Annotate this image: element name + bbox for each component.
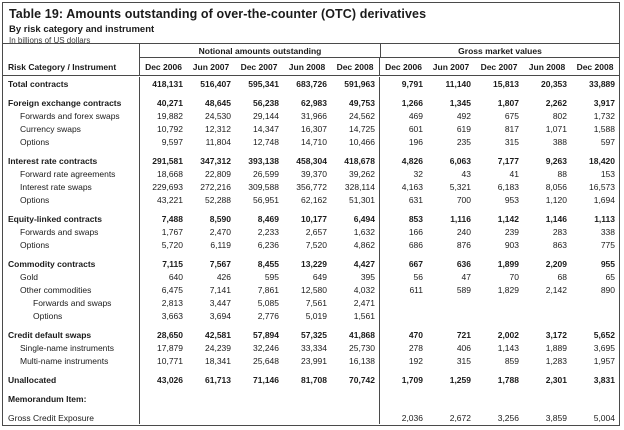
notional-value: 13,229 (301, 259, 327, 269)
gross-value: 70 (509, 272, 519, 282)
notional-value: 12,580 (301, 285, 327, 295)
notional-value (235, 405, 283, 424)
row-label: Forward rate agreements (20, 169, 116, 179)
row-label: Other commodities (20, 285, 92, 295)
gross-value (475, 296, 523, 309)
gross-value: 611 (379, 283, 427, 296)
gross-value: 9,263 (545, 156, 567, 166)
row-label: Commodity contracts (8, 259, 96, 269)
gross-value: 853 (379, 206, 427, 225)
notional-value: 229,693 (139, 180, 187, 193)
notional-value: 8,590 (209, 214, 231, 224)
gross-value: 817 (504, 124, 519, 134)
gross-value: 955 (600, 259, 615, 269)
gross-value: 1,709 (379, 367, 427, 386)
gross-value: 1,146 (545, 214, 567, 224)
gross-value: 469 (379, 109, 427, 122)
notional-value: 16,307 (301, 124, 327, 134)
gross-value (379, 309, 427, 322)
gross-value: 4,163 (379, 180, 427, 193)
row-label: Options (20, 195, 50, 205)
table-row (3, 386, 619, 405)
gross-value: 890 (600, 285, 615, 295)
gross-value: 953 (504, 195, 519, 205)
table-row (3, 180, 619, 193)
notional-value: 8,455 (257, 259, 279, 269)
notional-value: 10,177 (301, 214, 327, 224)
notional-value: 12,748 (253, 137, 279, 147)
notional-value: 328,114 (344, 182, 375, 192)
gross-value: 315 (456, 356, 471, 366)
gross-value: 601 (379, 122, 427, 135)
gross-value: 278 (379, 341, 427, 354)
notional-value: 9,597 (139, 135, 187, 148)
column-header-date: Dec 2007 (240, 62, 278, 72)
gross-value: 1,889 (545, 343, 567, 353)
notional-value: 48,645 (205, 98, 231, 108)
table-row (3, 270, 619, 283)
notional-value (235, 386, 283, 405)
table-row (3, 122, 619, 135)
gross-value (379, 296, 427, 309)
gross-value: 1,345 (449, 98, 471, 108)
notional-value (187, 386, 235, 405)
gross-value: 470 (379, 322, 427, 341)
notional-value: 42,581 (205, 330, 231, 340)
table-row (3, 193, 619, 206)
gross-value: 3,695 (593, 343, 615, 353)
gross-value: 1,807 (497, 98, 519, 108)
notional-value: 10,771 (139, 354, 187, 367)
notional-value: 16,138 (349, 356, 375, 366)
notional-value: 18,668 (139, 167, 187, 180)
notional-value: 39,370 (301, 169, 327, 179)
notional-value: 347,312 (200, 156, 231, 166)
table-row (3, 251, 619, 270)
notional-value: 2,233 (257, 227, 279, 237)
table-row (3, 90, 619, 109)
column-header-date: Dec 2006 (379, 58, 427, 75)
gross-value: 235 (456, 137, 471, 147)
notional-value: 39,262 (349, 169, 375, 179)
gross-value: 6,063 (449, 156, 471, 166)
notional-value: 7,567 (209, 259, 231, 269)
notional-value: 1,561 (353, 311, 375, 321)
notional-value: 4,032 (353, 285, 375, 295)
header-spacer (3, 44, 139, 58)
gross-value (571, 296, 619, 309)
notional-value: 7,561 (305, 298, 327, 308)
notional-value (283, 386, 331, 405)
table-row (3, 238, 619, 251)
gross-value: 775 (600, 240, 615, 250)
notional-value: 7,861 (257, 285, 279, 295)
gross-value: 700 (456, 195, 471, 205)
notional-value: 28,650 (139, 322, 187, 341)
gross-value: 2,002 (497, 330, 519, 340)
gross-value: 1,120 (545, 195, 567, 205)
gross-value: 32 (379, 167, 427, 180)
gross-value: 16,573 (589, 182, 615, 192)
gross-value: 283 (552, 227, 567, 237)
notional-value: 41,868 (349, 330, 375, 340)
gross-value: 1,283 (545, 356, 567, 366)
row-label: Options (33, 311, 63, 321)
table-subtitle: By risk category and instrument (9, 24, 155, 35)
notional-value: 14,725 (349, 124, 375, 134)
notional-value: 393,138 (248, 156, 279, 166)
gross-value: 3,831 (593, 375, 615, 385)
notional-value: 33,334 (301, 343, 327, 353)
notional-value: 2,776 (257, 311, 279, 321)
notional-value: 3,447 (209, 298, 231, 308)
gross-value: 18,420 (589, 156, 615, 166)
gross-value: 636 (456, 259, 471, 269)
gross-value: 802 (552, 111, 567, 121)
notional-value: 595 (264, 272, 279, 282)
notional-value: 2,813 (139, 296, 187, 309)
notional-value: 426 (216, 272, 231, 282)
column-group-header-row (3, 44, 619, 58)
gross-value: 6,183 (497, 182, 519, 192)
title-block (3, 3, 619, 44)
notional-value: 17,879 (139, 341, 187, 354)
table-row (3, 354, 619, 367)
gross-value: 1,143 (497, 343, 519, 353)
notional-value: 61,713 (205, 375, 231, 385)
gross-value: 1,142 (497, 214, 519, 224)
notional-value (283, 405, 331, 424)
gross-value: 7,177 (497, 156, 519, 166)
column-header-row (3, 58, 619, 76)
gross-value (427, 309, 475, 322)
notional-value: 7,520 (305, 240, 327, 250)
gross-value: 619 (456, 124, 471, 134)
gross-value: 3,172 (545, 330, 567, 340)
row-label: Forwards and forex swaps (20, 111, 120, 121)
column-group-notional: Notional amounts outstanding (139, 44, 380, 58)
notional-value: 309,588 (248, 182, 279, 192)
notional-value: 8,469 (257, 214, 279, 224)
gross-value: 41 (509, 169, 519, 179)
gross-value: 239 (504, 227, 519, 237)
gross-value: 1,113 (594, 214, 615, 224)
gross-value: 721 (456, 330, 471, 340)
notional-value: 418,131 (139, 77, 187, 90)
gross-value (571, 386, 619, 405)
gross-value: 33,889 (589, 79, 615, 89)
gross-value: 1,788 (497, 375, 519, 385)
notional-value: 26,599 (253, 169, 279, 179)
gross-value: 1,116 (450, 214, 471, 224)
notional-value: 62,162 (301, 195, 327, 205)
notional-value: 7,141 (209, 285, 231, 295)
notional-value: 2,471 (353, 298, 375, 308)
notional-value (331, 386, 379, 405)
gross-value (379, 386, 427, 405)
gross-value (427, 296, 475, 309)
gross-value: 20,353 (541, 79, 567, 89)
gross-value (523, 296, 571, 309)
notional-value: 71,146 (253, 375, 279, 385)
notional-value (139, 386, 187, 405)
notional-value: 6,494 (353, 214, 375, 224)
gross-value: 1,957 (593, 356, 615, 366)
notional-value: 22,809 (205, 169, 231, 179)
notional-value: 5,019 (305, 311, 327, 321)
gross-value: 631 (379, 193, 427, 206)
gross-value (523, 309, 571, 322)
notional-value: 516,407 (200, 79, 231, 89)
column-header-date: Dec 2008 (336, 62, 374, 72)
notional-value: 4,862 (353, 240, 375, 250)
gross-value: 68 (557, 272, 567, 282)
notional-value: 24,530 (205, 111, 231, 121)
gross-value: 1,899 (497, 259, 519, 269)
table-row (3, 309, 619, 322)
notional-value: 683,726 (296, 79, 327, 89)
gross-value: 3,859 (545, 413, 567, 423)
notional-value: 70,742 (349, 375, 375, 385)
notional-value: 10,792 (139, 122, 187, 135)
table-row (3, 167, 619, 180)
notional-value: 7,115 (139, 251, 187, 270)
notional-value: 6,236 (257, 240, 279, 250)
notional-value (187, 405, 235, 424)
notional-value: 3,694 (209, 311, 231, 321)
notional-value: 1,632 (353, 227, 375, 237)
notional-value: 591,963 (344, 79, 375, 89)
notional-value: 458,304 (296, 156, 327, 166)
gross-value: 5,652 (593, 330, 615, 340)
gross-value: 65 (605, 272, 615, 282)
row-label: Options (20, 240, 50, 250)
notional-value: 32,246 (253, 343, 279, 353)
gross-value: 9,791 (379, 77, 427, 90)
notional-value: 6,119 (210, 240, 231, 250)
row-label: Interest rate contracts (8, 156, 98, 166)
notional-value: 6,475 (139, 283, 187, 296)
table-row (3, 296, 619, 309)
table-row (3, 225, 619, 238)
notional-value: 14,710 (301, 137, 327, 147)
gross-value: 1,266 (379, 90, 427, 109)
gross-value: 240 (456, 227, 471, 237)
notional-value: 24,562 (349, 111, 375, 121)
notional-value: 19,882 (139, 109, 187, 122)
gross-value: 11,140 (445, 79, 471, 89)
column-header-date: Dec 2008 (576, 62, 614, 72)
notional-value (139, 405, 187, 424)
gross-value: 1,732 (593, 111, 615, 121)
notional-value: 11,804 (205, 137, 231, 147)
gross-value: 2,036 (379, 405, 427, 424)
notional-value: 25,730 (349, 343, 375, 353)
gross-value: 492 (456, 111, 471, 121)
gross-value: 5,321 (449, 182, 471, 192)
gross-value: 3,917 (593, 98, 615, 108)
gross-value: 686 (379, 238, 427, 251)
row-label: Gross Credit Exposure (8, 413, 94, 423)
column-header-date: Jun 2008 (288, 62, 326, 72)
gross-value: 1,071 (545, 124, 567, 134)
row-label: Single-name instruments (20, 343, 115, 353)
gross-value: 153 (600, 169, 615, 179)
notional-value: 49,753 (349, 98, 375, 108)
column-header-date: Jun 2008 (528, 62, 566, 72)
gross-value: 863 (552, 240, 567, 250)
notional-value: 56,238 (253, 98, 279, 108)
table-row (3, 367, 619, 386)
gross-value: 196 (379, 135, 427, 148)
notional-value: 51,301 (349, 195, 375, 205)
notional-value: 640 (139, 270, 187, 283)
document-page (2, 2, 620, 426)
gross-value: 1,259 (449, 375, 471, 385)
gross-value: 338 (600, 227, 615, 237)
derivatives-table (3, 44, 619, 424)
gross-value: 88 (557, 169, 567, 179)
notional-value: 57,894 (253, 330, 279, 340)
notional-value: 31,966 (301, 111, 327, 121)
notional-value: 40,271 (139, 90, 187, 109)
row-label: Forwards and swaps (20, 227, 99, 237)
gross-value: 315 (504, 137, 519, 147)
gross-value: 1,588 (593, 124, 615, 134)
row-label: Currency swaps (20, 124, 81, 134)
gross-value: 859 (504, 356, 519, 366)
notional-value: 18,341 (205, 356, 231, 366)
gross-value: 1,694 (593, 195, 615, 205)
gross-value (523, 386, 571, 405)
gross-value (571, 309, 619, 322)
table-row (3, 206, 619, 225)
gross-value: 8,056 (545, 182, 567, 192)
table-body (3, 76, 619, 424)
notional-value: 12,312 (205, 124, 231, 134)
notional-value: 52,288 (205, 195, 231, 205)
table-row (3, 77, 619, 90)
table-row (3, 405, 619, 424)
gross-value: 675 (504, 111, 519, 121)
notional-value: 595,341 (248, 79, 279, 89)
gross-value: 903 (504, 240, 519, 250)
row-label: Options (20, 137, 50, 147)
notional-value (331, 405, 379, 424)
gross-value: 43 (461, 169, 471, 179)
notional-value: 291,581 (139, 148, 187, 167)
gross-value: 3,256 (497, 413, 519, 423)
gross-value (475, 309, 523, 322)
unit-note: In billions of US dollars (9, 36, 91, 45)
table-row (3, 148, 619, 167)
column-header-date: Jun 2007 (432, 62, 470, 72)
table-row (3, 341, 619, 354)
notional-value: 4,427 (353, 259, 375, 269)
notional-value: 57,325 (301, 330, 327, 340)
gross-value: 2,672 (449, 413, 471, 423)
notional-value: 1,767 (139, 225, 187, 238)
gross-value: 5,004 (593, 413, 615, 423)
notional-value: 56,951 (253, 195, 279, 205)
gross-value: 667 (379, 251, 427, 270)
row-label: Forwards and swaps (33, 298, 112, 308)
gross-value (427, 386, 475, 405)
notional-value: 2,657 (305, 227, 327, 237)
table-title: Table 19: Amounts outstanding of over-the-counter (OTC) derivatives (9, 7, 427, 21)
row-label: Total contracts (8, 79, 69, 89)
gross-value: 1,829 (497, 285, 519, 295)
row-header-label: Risk Category / Instrument (8, 62, 117, 72)
table-row (3, 322, 619, 341)
table-row (3, 109, 619, 122)
notional-value: 272,216 (200, 182, 231, 192)
notional-value: 10,466 (349, 137, 375, 147)
column-header-date: Dec 2007 (480, 62, 518, 72)
row-label: Credit default swaps (8, 330, 92, 340)
table-row (3, 283, 619, 296)
notional-value: 418,678 (344, 156, 375, 166)
gross-value: 2,209 (545, 259, 567, 269)
row-label: Memorandum Item: (8, 394, 87, 404)
notional-value: 2,470 (209, 227, 231, 237)
notional-value: 14,347 (253, 124, 279, 134)
column-group-gross: Gross market values (380, 44, 619, 58)
gross-value (475, 386, 523, 405)
gross-value: 2,262 (545, 98, 567, 108)
gross-value: 2,301 (545, 375, 567, 385)
notional-value: 81,708 (301, 375, 327, 385)
gross-value: 47 (461, 272, 471, 282)
notional-value: 3,663 (139, 309, 187, 322)
notional-value: 395 (360, 272, 375, 282)
gross-value: 388 (552, 137, 567, 147)
notional-value: 29,144 (253, 111, 279, 121)
notional-value: 43,026 (139, 367, 187, 386)
row-label: Interest rate swaps (20, 182, 92, 192)
table-row (3, 135, 619, 148)
notional-value: 5,720 (139, 238, 187, 251)
gross-value: 56 (379, 270, 427, 283)
notional-value: 43,221 (139, 193, 187, 206)
row-label: Equity-linked contracts (8, 214, 102, 224)
gross-value: 876 (456, 240, 471, 250)
gross-value: 597 (600, 137, 615, 147)
gross-value: 166 (379, 225, 427, 238)
gross-value: 589 (456, 285, 471, 295)
column-header-date: Dec 2006 (139, 58, 187, 75)
gross-value: 2,142 (545, 285, 567, 295)
notional-value: 356,772 (296, 182, 327, 192)
notional-value: 23,991 (301, 356, 327, 366)
notional-value: 5,085 (257, 298, 279, 308)
notional-value: 25,648 (253, 356, 279, 366)
notional-value: 7,488 (139, 206, 187, 225)
notional-value: 649 (312, 272, 327, 282)
row-label: Gold (20, 272, 38, 282)
gross-value: 192 (379, 354, 427, 367)
gross-value: 4,826 (379, 148, 427, 167)
row-label: Unallocated (8, 375, 57, 385)
row-label: Multi-name instruments (20, 356, 109, 366)
notional-value: 62,983 (301, 98, 327, 108)
column-header-date: Jun 2007 (192, 62, 230, 72)
gross-value: 15,813 (493, 79, 519, 89)
gross-value: 406 (456, 343, 471, 353)
row-label: Foreign exchange contracts (8, 98, 122, 108)
notional-value: 24,239 (205, 343, 231, 353)
